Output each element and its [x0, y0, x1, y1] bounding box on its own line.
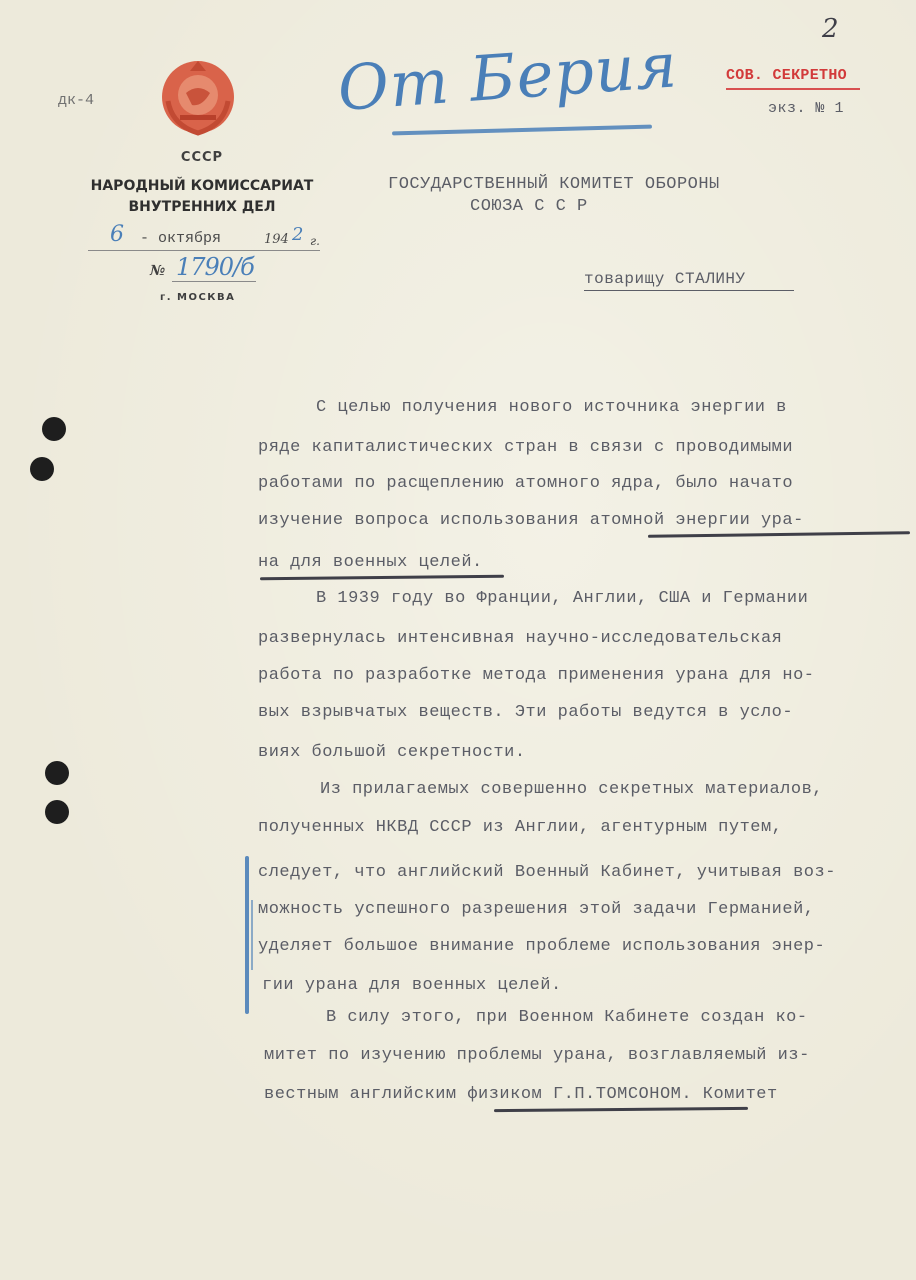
letterhead-org-line1: НАРОДНЫЙ КОМИССАРИАТ [90, 178, 314, 194]
body-line: гии урана для военных целей. [262, 976, 562, 995]
date-year: 194 [264, 232, 289, 247]
body-line: работа по разработке метода применения урана для но- [258, 666, 815, 685]
date-suffix: г. [310, 234, 320, 248]
resolution-underline [392, 125, 652, 136]
number-sign: № [150, 263, 166, 279]
body-line: вестным английским физиком Г.П.ТОМСОНОМ. Комитет [264, 1085, 778, 1104]
body-line: следует, что английский Военный Кабинет, учитывая воз- [258, 863, 836, 882]
number-rule [172, 281, 256, 282]
punch-hole [30, 457, 54, 481]
letterhead-date [88, 222, 328, 256]
body-line: вых взрывчатых веществ. Эти работы ведутся в усло- [258, 703, 794, 722]
body-line: виях большой секретности. [258, 743, 526, 762]
date-rule [88, 250, 320, 251]
classification-rule [726, 88, 860, 90]
letterhead-org-line2: ВНУТРЕННИХ ДЕЛ [128, 199, 276, 215]
body-line: развернулась интенсивная научно-исследовательская [258, 629, 783, 648]
body-line: изучение вопроса использования атомной энергии ура- [258, 511, 804, 530]
punch-hole [45, 761, 69, 785]
body-line: уделяет большое внимание проблеме использования энер- [258, 937, 826, 956]
body-line: С целью получения нового источника энергии в [316, 398, 787, 417]
punch-hole [42, 417, 66, 441]
body-line: Из прилагаемых совершенно секретных материалов, [320, 780, 823, 799]
body-line: работами по расщеплению атомного ядра, было начато [258, 474, 794, 493]
pencil-underline [648, 531, 910, 538]
margin-mark [245, 856, 249, 1014]
reference-code: дк-4 [58, 92, 95, 109]
pencil-underline [260, 575, 504, 581]
letterhead-country: СССР [180, 150, 224, 165]
recipient-underline [584, 290, 794, 291]
body-line: В 1939 году во Франции, Англии, США и Германии [316, 589, 809, 608]
ussr-emblem-icon [156, 55, 240, 139]
body-line: митет по изучению проблемы урана, возглавляемый из- [264, 1046, 810, 1065]
page-mark: 2 [822, 14, 839, 44]
body-line: полученных НКВД СССР из Англии, агентурным путем, [258, 818, 783, 837]
date-month: - октября [140, 230, 222, 247]
letterhead-city: г. МОСКВА [160, 292, 236, 303]
body-line: В силу этого, при Военном Кабинете создан ко- [326, 1008, 808, 1027]
handwritten-resolution: От Берия [335, 28, 680, 125]
letterhead-number [150, 255, 270, 285]
body-line: можность успешного разрешения этой задачи Германией, [258, 900, 815, 919]
punch-hole [45, 800, 69, 824]
addressee-line2: СОЮЗА С С Р [470, 197, 588, 216]
date-day: 6 [110, 222, 124, 247]
pencil-underline [494, 1107, 748, 1112]
addressee-line1: ГОСУДАРСТВЕННЫЙ КОМИТЕТ ОБОРОНЫ [388, 175, 720, 194]
body-line: на для военных целей. [258, 553, 483, 572]
date-year-handwritten: 2 [292, 224, 304, 245]
number-value: 1790/б [176, 253, 254, 281]
body-line: ряде капиталистических стран в связи с проводимыми [258, 438, 794, 457]
copy-number: экз. № 1 [768, 100, 845, 117]
recipient: товарищу СТАЛИНУ [584, 270, 746, 288]
classification-stamp: СОВ. СЕКРЕТНО [726, 67, 847, 84]
margin-mark [251, 900, 253, 970]
